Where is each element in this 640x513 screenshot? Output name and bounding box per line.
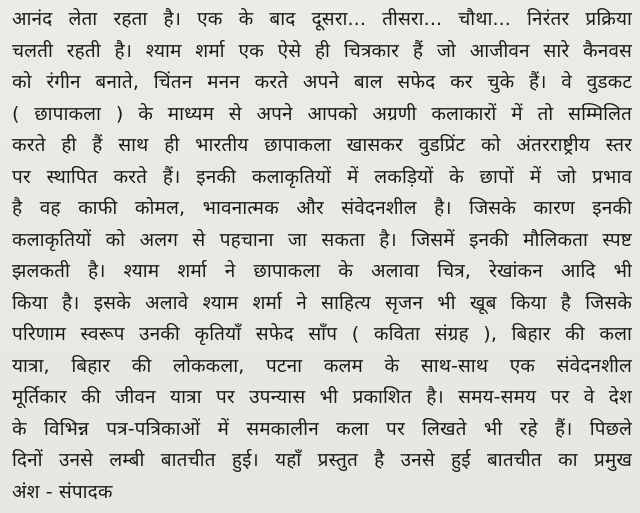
text-line: यात्रा, बिहार की लोककला, पटना कलम के साथ-साथ एक संवेदनशील — [12, 354, 632, 377]
text-line: ( छापाकला ) के माध्यम से अपने आपको अग्रणी कलाकारों में तो सम्मिलित — [12, 102, 632, 125]
text-line: के विभिन्न पत्र-पत्रिकाओं में समकालीन कला पर लिखते भी रहे हैं। पिछले — [12, 417, 632, 440]
body-paragraph — [12, 4, 632, 508]
text-line: करते ही हैं साथ ही भारतीय छापाकला खासकर वुडप्रिंट को अंतरराष्ट्रीय स्तर — [12, 134, 632, 156]
text-line: पर स्थापित करते हैं। इनकी कलाकृतियों में लकड़ियों के छापों में जो प्रभाव — [12, 165, 632, 188]
signature-line: अंश - संपादक — [12, 480, 113, 503]
text-line: किया है। इसके अलावे श्याम शर्मा ने साहित्य सृजन भी खूब किया है जिसके — [12, 291, 632, 314]
text-line: आनंद लेता रहता है। एक के बाद दूसरा... तीसरा... चौथा... निरंतर प्रक्रिया — [12, 8, 632, 30]
text-line: कलाकृतियों को अलग से पहचाना जा सकता है। जिसमें इनकी मौलिकता स्पष्ट — [12, 228, 632, 251]
text-line: मूर्तिकार की जीवन यात्रा पर उपन्यास भी प्रकाशित है। समय-समय पर वे देश — [12, 386, 632, 408]
text-line: को रंगीन बनाते, चिंतन मनन करते अपने बाल सफेद कर चुके हैं। वे वुडकट — [12, 71, 632, 93]
text-line: परिणाम स्वरूप उनकी कृतियाँ सफेद साँप ( कविता संग्रह ), बिहार की कला — [12, 323, 632, 345]
text-line: चलती रहती है। श्याम शर्मा एक ऐसे ही चित्रकार हैं जो आजीवन सारे कैनवस — [12, 39, 632, 62]
text-line: है वह काफी कोमल, भावनात्मक और संवेदनशील है। जिसके कारण इनकी — [12, 197, 632, 219]
text-line: झलकती है। श्याम शर्मा ने छापाकला के अलावा चित्र, रेखांकन आदि भी — [12, 260, 632, 282]
text-line: दिनों उनसे लम्बी बातचीत हुई। यहाँ प्रस्तुत है उनसे हुई बातचीत का प्रमुख — [12, 449, 632, 471]
